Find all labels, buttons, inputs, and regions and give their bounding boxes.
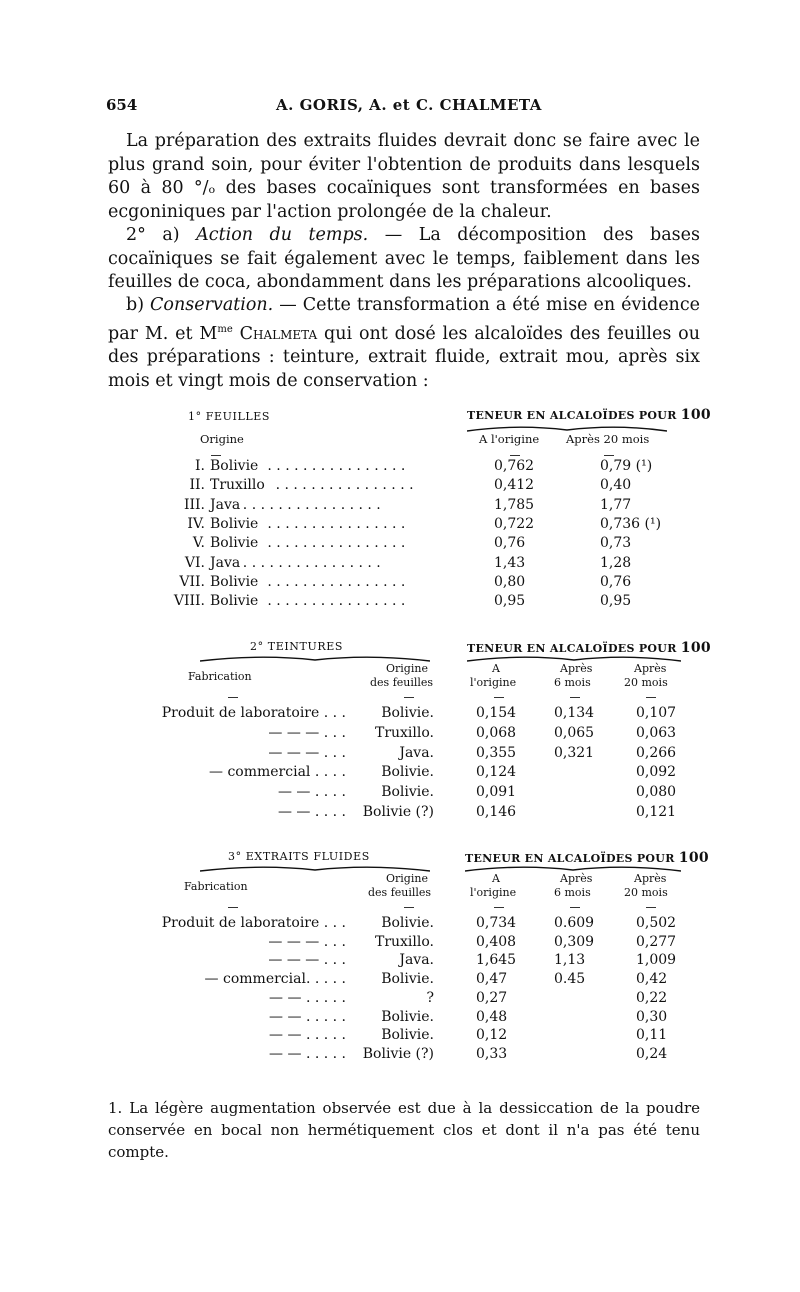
t2-row-fab: — — — . . . bbox=[268, 744, 346, 761]
table2-col-fab: Fabrication bbox=[188, 670, 252, 683]
table1-row-b: 0,736 (¹) bbox=[600, 515, 662, 532]
table2-group-header: TENEUR EN ALCALOÏDES POUR 100 bbox=[467, 640, 711, 656]
table1-row-origin: Bolivie bbox=[210, 515, 259, 532]
t3-row-origin: Bolivie. bbox=[381, 1008, 434, 1025]
table1-row-a: 0,762 bbox=[494, 458, 535, 474]
table-tinctures: 2° TEINTURES TENEUR EN ALCALOÏDES POUR 100 Fabrication Origine des feuilles A l'origine Après 6 mois Après 20 mois Produit de laboratoire . . . Bolivie. 0,154 0,134 0,107 — — — . . . Truxillo. 0,068 0,065 0,063 — — — . . . Java. 0,355 0,321 0,266 — commercial . . . . Bolivie. 0,124 0,092 — — . . . . Bolivie. 0,091 0,080 — — . . . . Bolivie (?) 0,146 0,121 bbox=[161, 640, 711, 820]
t3-row-c: 0,502 bbox=[636, 915, 677, 931]
t3-row-origin: Java. bbox=[399, 952, 434, 969]
table1-row-num: II. bbox=[189, 477, 205, 494]
t3-row-origin: Bolivie. bbox=[381, 915, 434, 931]
t2-row-fab: — — . . . . bbox=[277, 804, 346, 820]
t3-row-a: 0,47 bbox=[476, 971, 508, 988]
table2-section-title: 2° TEINTURES bbox=[250, 640, 343, 653]
table1-row-num: VII. bbox=[179, 573, 205, 590]
table3-col-fab: Fabrication bbox=[184, 880, 248, 893]
section-heading-time: Action du temps. bbox=[196, 225, 369, 245]
t2-row-b: 0,321 bbox=[554, 744, 595, 761]
table1-row-origin: Bolivie bbox=[210, 593, 259, 610]
table1-row-leader: . . . . . . . . . . . . . . . . bbox=[275, 477, 414, 494]
t2-row-a: 0,355 bbox=[476, 744, 517, 761]
table1-row-leader: . . . . . . . . . . . . . . . . bbox=[267, 573, 406, 590]
t2-row-c: 0,107 bbox=[636, 705, 677, 721]
table1-row-b: 0,40 bbox=[600, 477, 632, 494]
table1-row-origin: Bolivie bbox=[210, 535, 259, 552]
table3-group-header: TENEUR EN ALCALOÏDES POUR 100 bbox=[465, 850, 709, 866]
table1-row-leader: . . . . . . . . . . . . . . . . bbox=[267, 593, 406, 610]
t3-row-a: 0,734 bbox=[476, 915, 517, 931]
table1-row-a: 1,43 bbox=[494, 554, 526, 571]
table1-row-leader: . . . . . . . . . . . . . . . . bbox=[242, 496, 381, 513]
table1-row-num: VI. bbox=[184, 554, 205, 571]
t2-row-a: 0,146 bbox=[476, 804, 517, 820]
t3-row-c: 0,277 bbox=[636, 933, 677, 950]
table1-row-leader: . . . . . . . . . . . . . . . . bbox=[267, 535, 406, 552]
section-heading-conservation: Conservation. bbox=[150, 295, 274, 315]
paragraph-1: La préparation des extraits fluides devrait donc se faire avec le plus grand soin, pour éviter l'obtention de produits dans lesquels 60 à 80 °/ₒ des bases cocaïniques sont transformées en bases ecgoniniques par l'action prolongée de la chaleur. bbox=[108, 131, 700, 222]
t3-row-fab: — — — . . . bbox=[268, 952, 346, 969]
footnote: 1. La légère augmentation observée est due à la dessiccation de la poudre conservée en bocal non hermétiquement clos et dont il n'a pas été tenu compte. bbox=[108, 1099, 700, 1161]
t2-row-origin: Java. bbox=[399, 744, 434, 761]
t3-row-c: 0,42 bbox=[636, 971, 668, 988]
t2-row-a: 0,091 bbox=[476, 784, 517, 801]
table1-col-a: A l'origine bbox=[479, 432, 540, 446]
t2-row-a: 0,124 bbox=[476, 764, 517, 781]
author-name: Chalmeta bbox=[239, 323, 318, 344]
paragraph-2: 2° a) Action du temps. — La décomposition des bases cocaïniques se fait également avec le temps, faiblement dans les feuilles de coca, abondamment dans les préparations alcooliques. bbox=[108, 225, 700, 293]
t2-row-c: 0,092 bbox=[636, 764, 677, 781]
t2-row-fab: — — — . . . bbox=[268, 724, 346, 741]
table1-row-num: III. bbox=[183, 496, 205, 513]
table3-right-brace bbox=[465, 864, 681, 872]
table1-row-b: 0,73 bbox=[600, 535, 632, 552]
t2-row-origin: Bolivie (?) bbox=[362, 804, 434, 820]
running-title: A. GORIS, A. et C. CHALMETA bbox=[276, 96, 542, 114]
t2-row-fab: — commercial . . . . bbox=[209, 764, 346, 781]
table1-row-leader: . . . . . . . . . . . . . . . . bbox=[267, 515, 406, 532]
t3-row-c: 0,11 bbox=[636, 1027, 668, 1044]
t3-row-b: 0.45 bbox=[554, 971, 586, 988]
table1-row-origin: Truxillo bbox=[210, 477, 265, 494]
t2-row-origin: Bolivie. bbox=[381, 705, 434, 721]
table1-row-num: VIII. bbox=[173, 593, 205, 610]
t3-row-origin: Truxillo. bbox=[374, 933, 434, 950]
table1-row-num: I. bbox=[195, 458, 205, 474]
t2-row-c: 0,063 bbox=[636, 724, 677, 741]
t3-row-c: 0,24 bbox=[636, 1045, 668, 1062]
t3-row-b: 1,13 bbox=[554, 952, 586, 969]
t3-row-a: 1,645 bbox=[476, 952, 517, 969]
t3-row-fab: — — . . . . . bbox=[269, 1008, 346, 1025]
t3-row-fab: — — — . . . bbox=[268, 933, 346, 950]
table1-row-b: 0,95 bbox=[600, 593, 632, 610]
table1-row-origin: Java bbox=[210, 554, 241, 571]
table1-row-a: 0,722 bbox=[494, 515, 535, 532]
t2-row-origin: Bolivie. bbox=[381, 784, 434, 801]
table1-row-a: 1,785 bbox=[494, 496, 535, 513]
table-fluid-extracts: 3° EXTRAITS FLUIDES TENEUR EN ALCALOÏDES POUR 100 Fabrication Origine des feuilles A l'origine Après 6 mois Après 20 mois Produit de laboratoire . . . Bolivie. 0,734 0.609 0,502 — — — . . . Truxillo. 0,408 0,309 0,277 — — — . . . Java. 1,645 1,13 1,009 — commercial. . . . . Bolivie. 0,47 0.45 0,42 — — . . . . . ? 0,27 0,22 — — . . . . . Bolivie. 0,48 0,30 — — . . . . . Bolivie. 0,12 0,11 — — . . . . . Bolivie (?) 0,33 0,24 bbox=[161, 850, 709, 1062]
table3-section-title: 3° EXTRAITS FLUIDES bbox=[228, 850, 370, 863]
table1-row-a: 0,76 bbox=[494, 535, 526, 552]
t2-row-c: 0,121 bbox=[636, 804, 677, 820]
t3-row-origin: Bolivie. bbox=[381, 971, 434, 988]
table1-row-origin: Java bbox=[210, 496, 241, 513]
table1-row-leader: . . . . . . . . . . . . . . . . bbox=[267, 458, 406, 474]
t3-row-c: 0,30 bbox=[636, 1008, 668, 1025]
t3-row-a: 0,33 bbox=[476, 1045, 508, 1062]
table3-left-brace bbox=[200, 864, 430, 872]
t2-row-fab: — — . . . . bbox=[277, 784, 346, 801]
table1-col-b: Après 20 mois bbox=[566, 432, 650, 446]
t3-row-fab: — commercial. . . . . bbox=[204, 971, 346, 988]
t3-row-b: 0,309 bbox=[554, 933, 595, 950]
t3-row-c: 1,009 bbox=[636, 952, 677, 969]
t3-row-a: 0,48 bbox=[476, 1008, 508, 1025]
t3-row-fab: — — . . . . . bbox=[269, 989, 346, 1006]
t3-row-a: 0,12 bbox=[476, 1027, 508, 1044]
table1-col-origin: Origine bbox=[200, 432, 244, 446]
table1-row-num: V. bbox=[192, 535, 205, 552]
t2-row-origin: Bolivie. bbox=[381, 764, 434, 781]
table1-row-b: 0,79 (¹) bbox=[600, 458, 653, 474]
table1-section-title: 1° FEUILLES bbox=[188, 410, 271, 423]
t3-row-fab: — — . . . . . bbox=[269, 1045, 346, 1062]
t3-row-a: 0,27 bbox=[476, 989, 508, 1006]
table1-row-origin: Bolivie bbox=[210, 573, 259, 590]
t3-row-c: 0,22 bbox=[636, 989, 668, 1006]
t3-row-fab: Produit de laboratoire . . . bbox=[161, 915, 346, 931]
t3-row-origin: Bolivie (?) bbox=[362, 1045, 434, 1062]
table1-row-a: 0,80 bbox=[494, 573, 526, 590]
table1-row-a: 0,412 bbox=[494, 477, 535, 494]
paragraph-3: b) Conservation. — Cette transformation a été mise en évidence par M. et $M^{me}$ Chalmeta qui ont dosé les alcaloïdes des feuilles ou des préparations : teinture, extrait fluide, extrait mou, après six mois et vingt mois de conservation : bbox=[108, 295, 700, 391]
t3-row-origin: ? bbox=[426, 989, 434, 1006]
table1-row-origin: Bolivie bbox=[210, 458, 259, 474]
page-number: 654 bbox=[106, 96, 138, 114]
t2-row-a: 0,154 bbox=[476, 705, 517, 721]
table1-row-leader: . . . . . . . . . . . . . . . . bbox=[242, 554, 381, 571]
t2-row-b: 0,065 bbox=[554, 724, 595, 741]
t3-row-fab: — — . . . . . bbox=[269, 1027, 346, 1044]
t2-row-c: 0,080 bbox=[636, 784, 677, 801]
t2-row-a: 0,068 bbox=[476, 724, 517, 741]
table1-row-b: 1,28 bbox=[600, 554, 632, 571]
table1-group-header: TENEUR EN ALCALOÏDES POUR 100 bbox=[467, 407, 711, 423]
t2-row-origin: Truxillo. bbox=[374, 724, 434, 741]
table1-row-a: 0,95 bbox=[494, 593, 526, 610]
table1-row-b: 0,76 bbox=[600, 573, 632, 590]
t2-row-b: 0,134 bbox=[554, 705, 595, 721]
t3-row-b: 0.609 bbox=[554, 915, 595, 931]
t2-row-fab: Produit de laboratoire . . . bbox=[161, 705, 346, 721]
table1-row-num: IV. bbox=[187, 515, 205, 532]
t3-row-origin: Bolivie. bbox=[381, 1027, 434, 1044]
table1-row-b: 1,77 bbox=[600, 496, 632, 513]
t3-row-a: 0,408 bbox=[476, 933, 517, 950]
t2-row-c: 0,266 bbox=[636, 744, 677, 761]
